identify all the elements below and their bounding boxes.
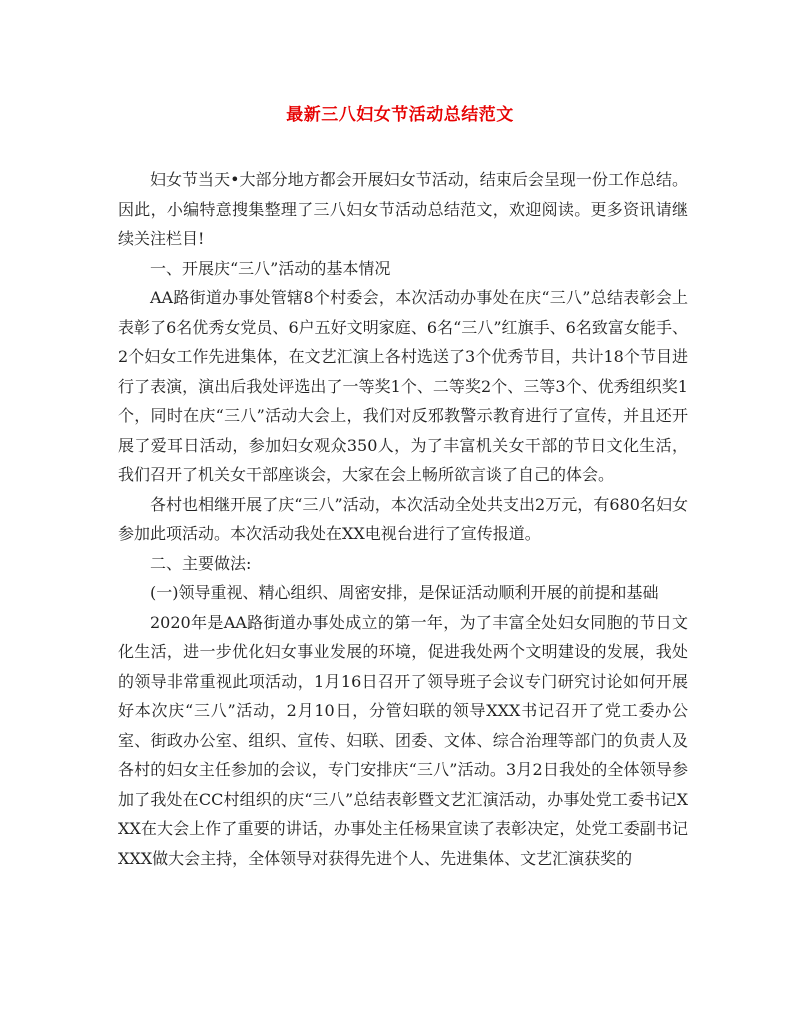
section-heading-basic-situation: 一、开展庆“三八”活动的基本情况 (150, 258, 391, 278)
document-title: 最新三八妇女节活动总结范文 (286, 105, 514, 125)
body-paragraph: 各村也相继开展了庆“三八”活动，本次活动全处共支出2万元，有680名妇女参加此项活动。本次活动我处在XX电视台进行了宣传报道。 (118, 494, 688, 543)
document-body (118, 165, 688, 873)
body-paragraph: 2020年是AA路街道办事处成立的第一年，为了丰富全处妇女同胞的节日文化生活，进一步优化妇女事业发展的环境，促进我处两个文明建设的发展，我处的领导非常重视此项活动，1月16日召开了领导班子会议专门研究讨论如何开展好本次庆“三八”活动，2月10日，分管妇联的领导XXX书记召开了党工委办公室、街政办公室、组织、宣传、妇联、团委、文体、综合治理等部门的负责人及各村的妇女主任参加的会议，专门安排庆“三八”活动。3月2日我处的全体领导参加了我处在CC村组织的庆“三八”总结表彰暨文艺汇演活动，办事处党工委书记XXX在大会上作了重要的讲话，办事处主任杨果宣读了表彰决定，处党工委副书记XXX做大会主持，全体领导对获得先进个人、先进集体、文艺汇演获奖的 (118, 612, 688, 868)
subsection-heading: (一)领导重视、精心组织、周密安排，是保证活动顺利开展的前提和基础 (150, 583, 659, 602)
body-paragraph: AA路街道办事处管辖8个村委会，本次活动办事处在庆“三八”总结表彰会上表彰了6名优秀女党员、6户五好文明家庭、6名“三八”红旗手、6名致富女能手、2个妇女工作先进集体，在文艺汇演上各村选送了3个优秀节目，共计18个节目进行了表演，演出后我处评选出了一等奖1个、二等奖2个、三等3个、优秀组织奖1个，同时在庆“三八”活动大会上，我们对反邪教警示教育进行了宣传，并且还开展了爱耳日活动，参加妇女观众350人，为了丰富机关女干部的节日文化生活，我们召开了机关女干部座谈会，大家在会上畅所欲言谈了自己的体会。 (118, 288, 688, 484)
intro-paragraph: 妇女节当天•大部分地方都会开展妇女节活动，结束后会呈现一份工作总结。因此，小编特意搜集整理了三八妇女节活动总结范文，欢迎阅读。更多资讯请继续关注栏目! (118, 170, 688, 248)
section-heading-main-practices: 二、主要做法: (150, 553, 252, 573)
